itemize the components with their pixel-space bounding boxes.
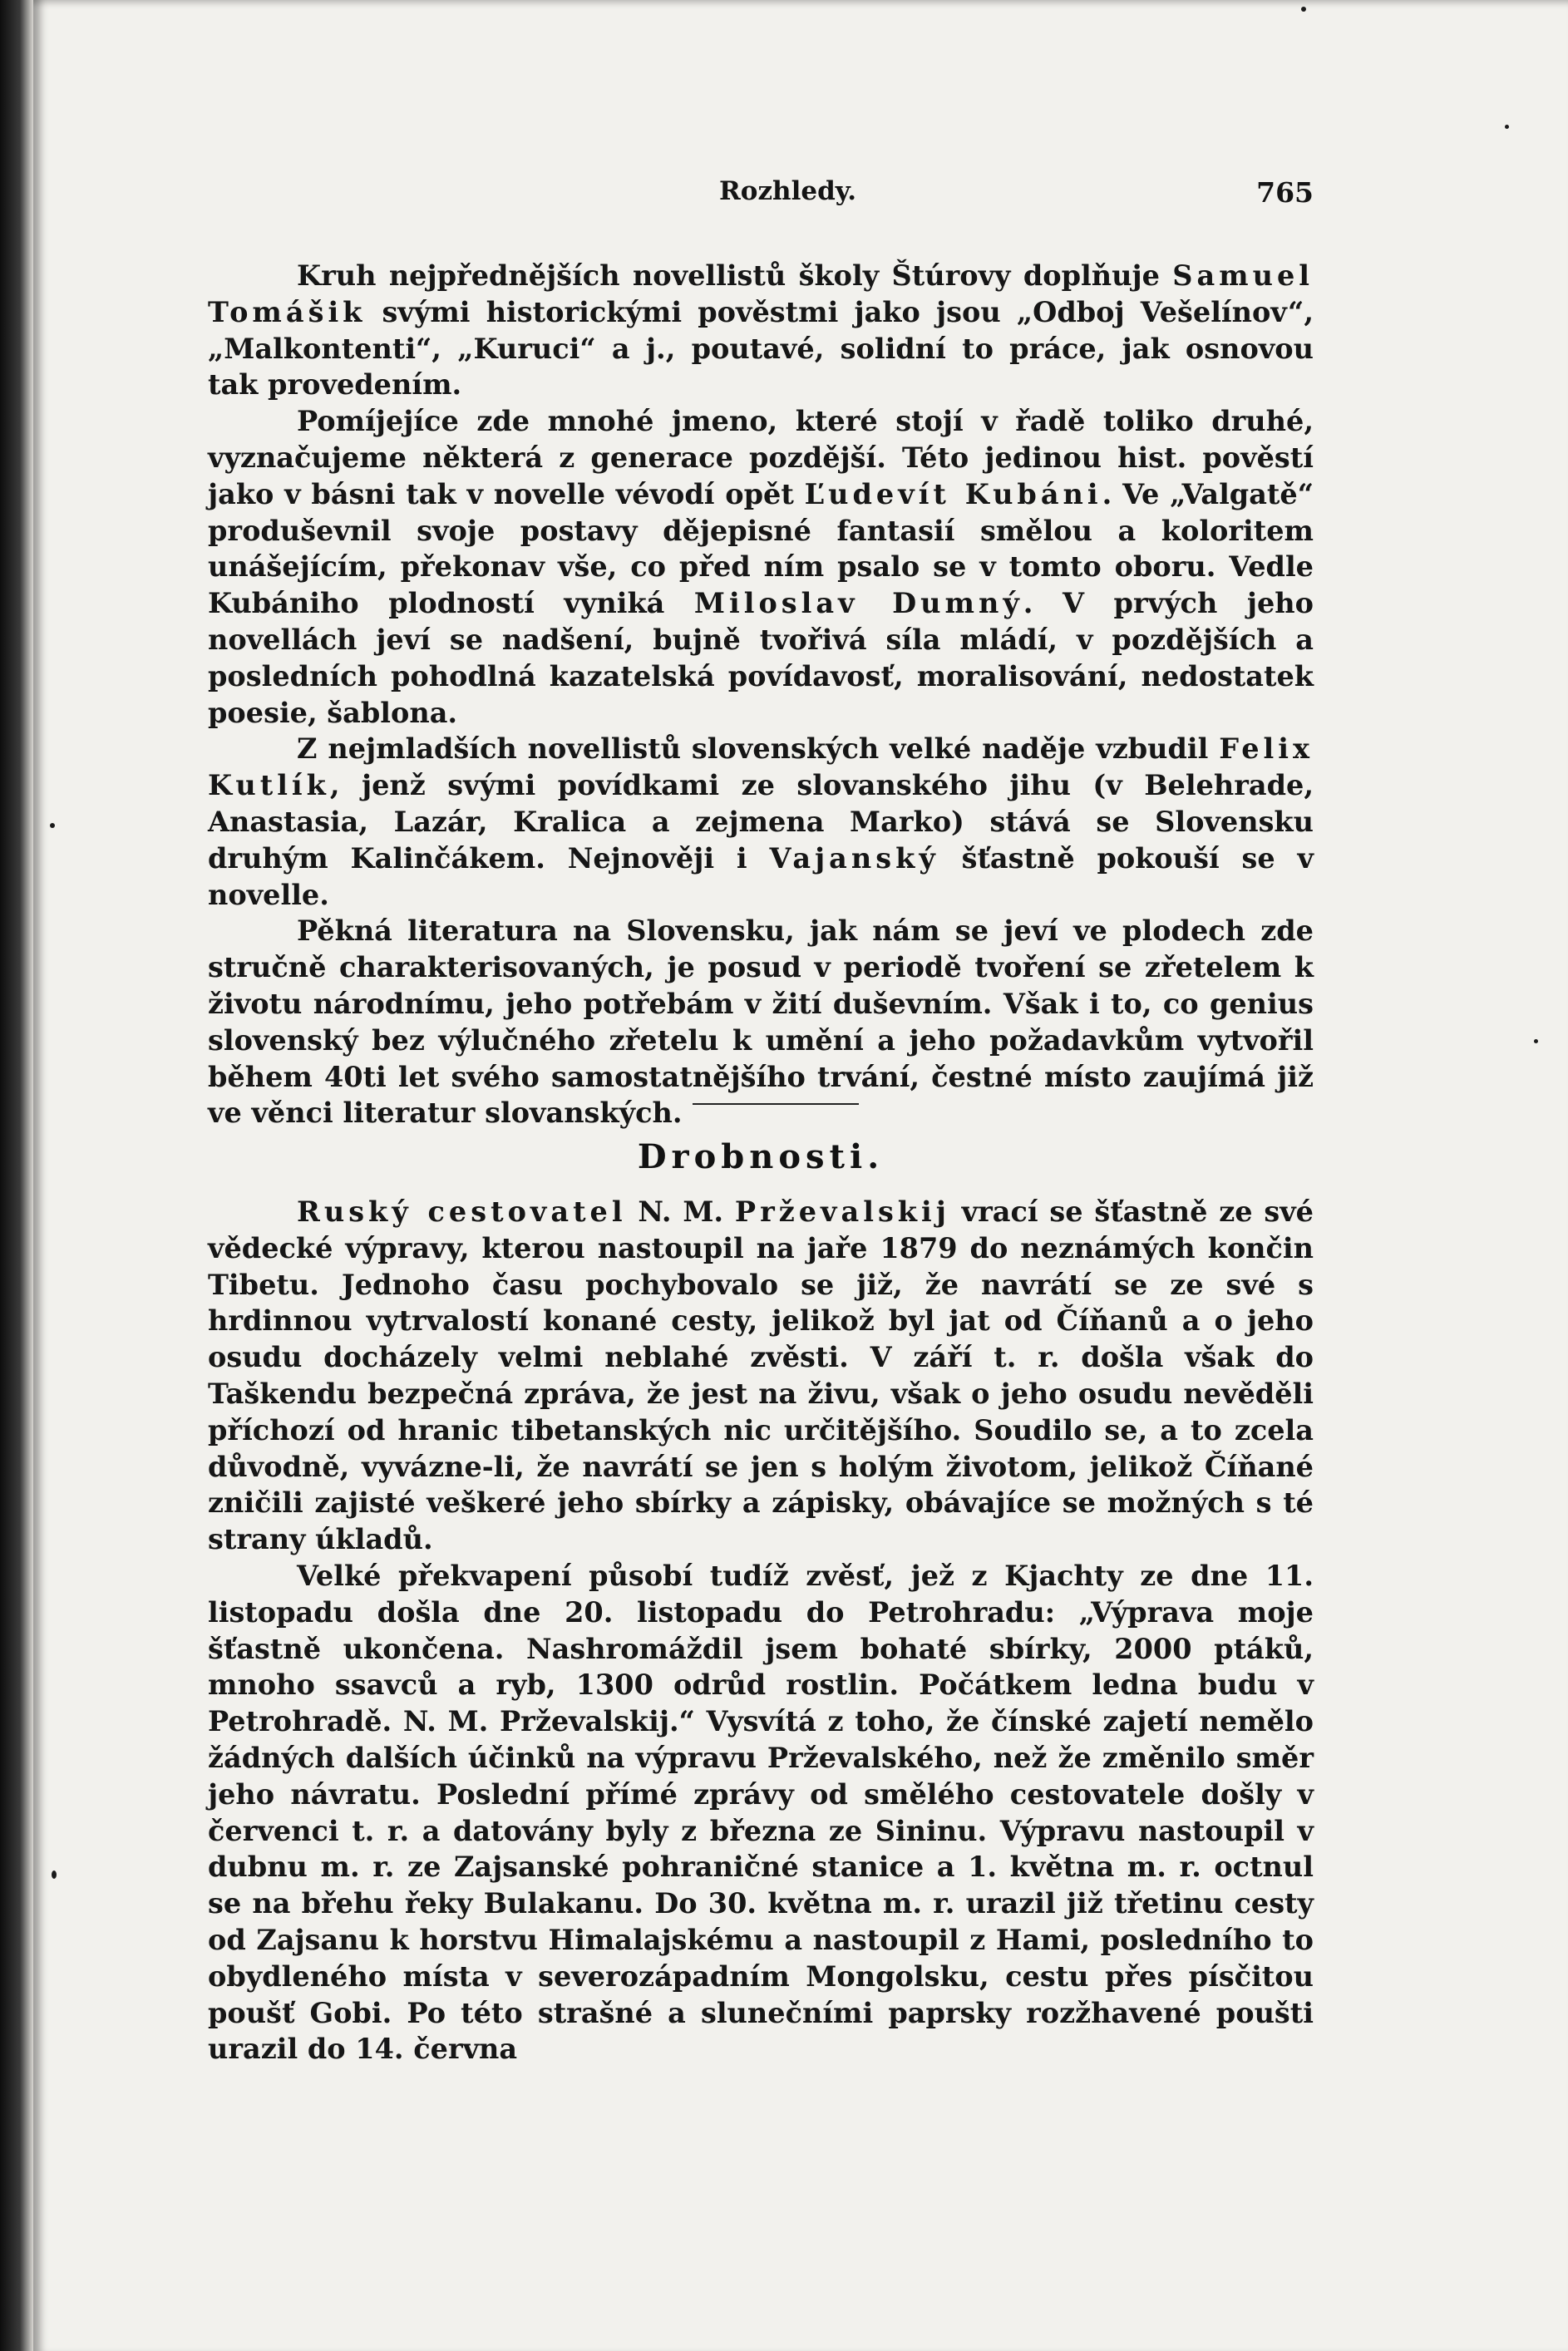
spaced-name: Ľudevít Kubáni	[804, 477, 1102, 510]
text-run: svými historickými pověstmi jako jsou „Odboj Vešelínov“, „Malkontenti“, „Kuruci“ a j., poutavé, solidní to práce, jak osnovou tak provedením.	[208, 295, 1314, 402]
section-heading: Drobnosti.	[637, 1137, 885, 1176]
text-run: , jenž svými povídkami ze slovanského jihu (v Belehrade, Anastasia, Lazár, Kralica a zejmena Marko) stává se Slovensku druhým Kalinčákem. Nejnověji i	[208, 769, 1314, 875]
scan-speck	[50, 823, 55, 828]
text-run: Pěkná literatura na Slovensku, jak nám se jeví ve plodech zde stručně charakterisovaných, je posud v periodě tvoření se zřetelem k životu národnímu, jeho potřebám v žití duševním. Však i to, co genius slovenský bez výlučného zřetelu k umění a jeho požadavkům vytvořil během 40ti let svého samostatnějšího trvání, čestné místo zaujímá již ve věnci literatur slovanských.	[208, 914, 1314, 1130]
spaced-name: Samuel Tomášik	[208, 259, 1314, 328]
spaced-name: Miloslav Dumný	[693, 587, 1023, 620]
text-run: Kruh nejpřednějších novellistů školy Štúrovy doplňuje	[297, 259, 1173, 292]
section-divider	[693, 1103, 859, 1105]
running-title: Rozhledy.	[719, 176, 857, 206]
spaced-name: Ruský cestovatel	[297, 1195, 627, 1228]
paragraph	[208, 1558, 1314, 2068]
scan-speck	[1534, 1039, 1538, 1043]
text-run: . V prvých jeho novellách jeví se nadšení, bujně tvořivá síla mládí, v pozdějších a posledních pohodlná kazatelská povídavosť, moralisování, nedostatek poesie, šablona.	[208, 587, 1314, 729]
spaced-name: Felix Kutlík	[208, 732, 1314, 802]
text-run: N. M.	[626, 1195, 735, 1228]
paragraph	[208, 731, 1314, 913]
paragraph	[208, 403, 1314, 731]
paragraph	[208, 1194, 1314, 1558]
page-header	[208, 176, 1314, 218]
text-run: Pomíjejíce zde mnohé jmeno, které stojí v řadě toliko druhé, vyznačujeme některá z generace pozdější. Této jedinou hist. pověstí jako v básni tak v novelle vévodí opět	[208, 405, 1314, 510]
text-run: Z nejmladších novellistů slovenských velké naděje vzbudil	[297, 732, 1220, 766]
paragraph	[208, 913, 1314, 1131]
news-items-text	[208, 1194, 1314, 2068]
spaced-name: Prževalskij	[734, 1195, 950, 1228]
scan-speck	[52, 1870, 57, 1879]
scan-speck	[1505, 125, 1509, 129]
text-run: vrací se šťastně ze své vědecké výpravy, kterou nastoupil na jaře 1879 do neznámých končin Tibetu. Jednoho času pochybovalo se již, že navrátí se ze své s hrdinnou vytrvalostí konané cesty, jelikož byl jat od Číňanů a o jeho osudu docházely velmi neblahé zvěsti. V září t. r. došla však do Taškendu bezpečná zpráva, že jest na živu, však o jeho osudu nevěděli příchozí od hranic tibetanských nic určitějšího. Soudilo se, a to zcela důvodně, vyvázne-li, že navrátí se jen s holým životom, jelikož Číňané zničili zajisté veškeré jeho sbírky a zápisky, obávajíce se možných s té strany úkladů.	[208, 1195, 1314, 1556]
spaced-name: Vajanský	[769, 841, 939, 875]
text-run: . Ve „Valgatě“ produševnil svoje postavy dějepisné fantasií smělou a koloritem unášejícím, překonav vše, co před ním psalo se v tomto oboru. Vedle Kubániho plodností vyniká	[208, 477, 1314, 620]
book-spine-shadow	[0, 0, 33, 2351]
text-run: šťastně pokouší se v novelle.	[208, 841, 1314, 911]
literature-review-text	[208, 258, 1314, 1131]
text-run: Velké překvapení působí tudíž zvěsť, jež z Kjachty ze dne 11. listopadu došla dne 20. listopadu do Petrohradu: „Výprava moje šťastně ukončena. Nashromáždil jsem bohaté sbírky, 2000 ptáků, mnoho ssavců a ryb, 1300 odrůd rostlin. Počátkem ledna budu v Petrohradě. N. M. Prževalskij.“ Vysvítá z toho, že čínské zajetí nemělo žádných dalších účinků na výpravu Prževalského, než že změnilo směr jeho návratu. Poslední přímé zprávy od smělého cestovatele došly v červenci t. r. a datovány byly z března ze Sininu. Výpravu nastoupil v dubnu m. r. ze Zajsanské pohraničné stanice a 1. května m. r. octnul se na břehu řeky Bulakanu. Do 30. května m. r. urazil již třetinu cesty od Zajsanu k horstvu Himalajskému a nastoupil z Hami, posledního to obydleného místa v severozápadním Mongolsku, cestu přes písčitou poušť Gobi. Po této strašné a slunečními paprsky rozžhavené poušti urazil do 14. června	[208, 1559, 1314, 2066]
page-number: 765	[1256, 176, 1314, 209]
scan-speck	[1301, 7, 1306, 12]
paragraph	[208, 258, 1314, 403]
